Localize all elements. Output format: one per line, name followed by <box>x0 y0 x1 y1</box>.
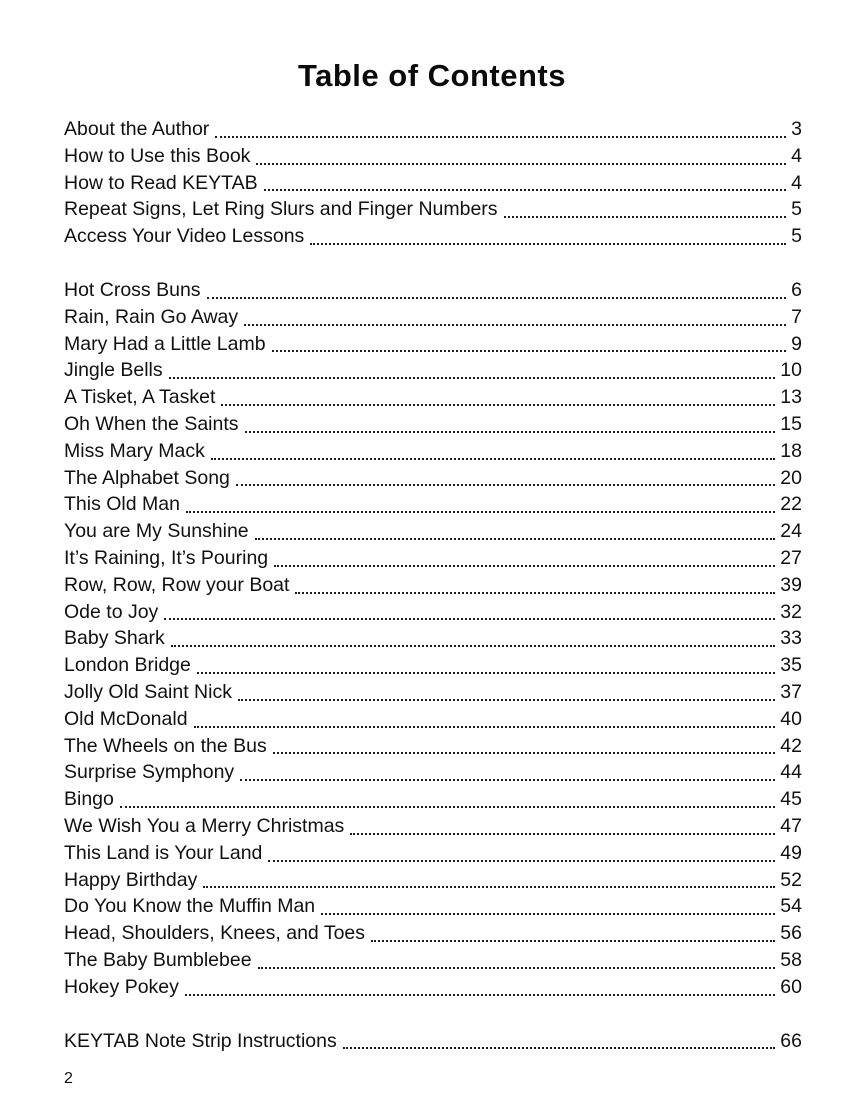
dotted-leader <box>240 779 775 781</box>
toc-entry-page-number: 56 <box>780 922 802 945</box>
toc-entry-page-number: 22 <box>780 493 802 516</box>
toc-entry-label: We Wish You a Merry Christmas <box>64 814 345 837</box>
dotted-leader <box>238 699 775 701</box>
dotted-leader <box>256 163 786 165</box>
toc-entry <box>64 277 802 304</box>
toc-entry-page-number: 15 <box>780 412 802 435</box>
toc-entry-label: Jolly Old Saint Nick <box>64 680 232 703</box>
footer-page-number: 2 <box>64 1070 73 1087</box>
toc-entry <box>64 599 802 626</box>
dotted-leader <box>371 940 775 942</box>
toc-entry-page-number: 6 <box>791 278 802 301</box>
toc-entry-page-number: 5 <box>791 225 802 248</box>
toc-entry <box>64 840 802 867</box>
toc-entry-page-number: 44 <box>780 761 802 784</box>
toc-entry <box>64 196 802 223</box>
toc-entry-label: Head, Shoulders, Knees, and Toes <box>64 922 366 945</box>
toc-entry-label: KEYTAB Note Strip Instructions <box>64 1029 337 1052</box>
toc-entry-label: Baby Shark <box>64 627 165 650</box>
toc-entry <box>64 947 802 974</box>
dotted-leader <box>245 431 776 433</box>
dotted-leader <box>310 243 786 245</box>
toc-entry <box>64 304 802 331</box>
toc-entry-label: Jingle Bells <box>64 359 163 382</box>
toc-entry-label: How to Use this Book <box>64 144 251 167</box>
toc-entry-page-number: 7 <box>791 305 802 328</box>
toc-entry <box>64 545 802 572</box>
dotted-leader <box>258 967 776 969</box>
toc-entry-page-number: 49 <box>780 841 802 864</box>
dotted-leader <box>343 1047 776 1049</box>
dotted-leader <box>221 404 775 406</box>
toc-entry-page-number: 42 <box>780 734 802 757</box>
toc-entry-label: Ode to Joy <box>64 600 159 623</box>
toc-entry <box>64 893 802 920</box>
dotted-leader <box>504 216 787 218</box>
toc-entry-page-number: 9 <box>791 332 802 355</box>
toc-entry <box>64 813 802 840</box>
toc-entry-label: Repeat Signs, Let Ring Slurs and Finger Numbers <box>64 198 498 221</box>
dotted-leader <box>185 994 775 996</box>
toc-entry-label: Surprise Symphony <box>64 761 235 784</box>
toc-entry <box>64 572 802 599</box>
toc-entry <box>64 438 802 465</box>
toc-entry-page-number: 32 <box>780 600 802 623</box>
dotted-leader <box>207 297 787 299</box>
toc-entry-label: Do You Know the Muffin Man <box>64 895 316 918</box>
toc-entry <box>64 679 802 706</box>
toc-entry-page-number: 3 <box>791 118 802 140</box>
toc-entry-page-number: 4 <box>791 171 802 194</box>
toc-entry <box>64 518 802 545</box>
toc-entry-label: This Land is Your Land <box>64 841 263 864</box>
toc-entry <box>64 491 802 518</box>
toc-entry-label: You are My Sunshine <box>64 520 249 543</box>
toc-entry-page-number: 37 <box>780 680 802 703</box>
toc-entry <box>64 223 802 250</box>
toc-entry <box>64 974 802 1001</box>
toc-entry-page-number: 45 <box>780 788 802 811</box>
page-title: Table of Contents <box>298 58 566 93</box>
toc-entry-page-number: 66 <box>780 1029 802 1052</box>
toc-entry-page-number: 35 <box>780 654 802 677</box>
toc-entry <box>64 867 802 894</box>
toc-entry-label: Miss Mary Mack <box>64 439 205 462</box>
toc-entry-label: Mary Had a Little Lamb <box>64 332 266 355</box>
toc-entry-page-number: 58 <box>780 948 802 971</box>
dotted-leader <box>272 350 787 352</box>
toc-entry-page-number: 40 <box>780 707 802 730</box>
toc-entry <box>64 652 802 679</box>
dotted-leader <box>350 833 775 835</box>
toc-entry-label: Hot Cross Buns <box>64 278 201 301</box>
dotted-leader <box>273 752 776 754</box>
dotted-leader <box>295 592 775 594</box>
dotted-leader <box>203 886 775 888</box>
toc-entry <box>64 1028 802 1055</box>
toc-entry <box>64 759 802 786</box>
dotted-leader <box>264 189 787 191</box>
toc-entry-label: Oh When the Saints <box>64 412 239 435</box>
toc-entry-label: Row, Row, Row your Boat <box>64 573 290 596</box>
toc-entry-label: Access Your Video Lessons <box>64 225 305 248</box>
toc-entry-label: Happy Birthday <box>64 868 198 891</box>
dotted-leader <box>186 511 775 513</box>
dotted-leader <box>120 806 775 808</box>
dotted-leader <box>244 324 786 326</box>
toc-entry-page-number: 24 <box>780 520 802 543</box>
toc-entry <box>64 706 802 733</box>
toc-entry-page-number: 10 <box>780 359 802 382</box>
toc-entry <box>64 733 802 760</box>
toc-entry <box>64 465 802 492</box>
toc-entry <box>64 357 802 384</box>
toc-entry <box>64 786 802 813</box>
toc-entry-page-number: 54 <box>780 895 802 918</box>
table-of-contents <box>64 116 802 1054</box>
toc-entry-label: Hokey Pokey <box>64 975 179 998</box>
toc-entry-label: About the Author <box>64 118 210 140</box>
toc-section-songs <box>64 277 802 1001</box>
toc-entry-label: It’s Raining, It’s Pouring <box>64 546 269 569</box>
toc-section-front-matter <box>64 116 802 250</box>
toc-entry-page-number: 52 <box>780 868 802 891</box>
toc-entry-label: The Wheels on the Bus <box>64 734 267 757</box>
dotted-leader <box>236 484 775 486</box>
toc-entry-label: This Old Man <box>64 493 180 516</box>
toc-entry <box>64 143 802 170</box>
toc-entry-label: Old McDonald <box>64 707 188 730</box>
toc-entry <box>64 331 802 358</box>
toc-entry-page-number: 39 <box>780 573 802 596</box>
toc-entry <box>64 920 802 947</box>
dotted-leader <box>194 726 776 728</box>
dotted-leader <box>171 645 775 647</box>
dotted-leader <box>274 565 775 567</box>
toc-entry-label: Bingo <box>64 788 114 811</box>
toc-entry-label: The Alphabet Song <box>64 466 230 489</box>
toc-entry-page-number: 4 <box>791 144 802 167</box>
dotted-leader <box>211 458 775 460</box>
dotted-leader <box>321 913 775 915</box>
toc-entry-page-number: 60 <box>780 975 802 998</box>
toc-entry-page-number: 13 <box>780 386 802 409</box>
dotted-leader <box>197 672 775 674</box>
toc-entry-label: The Baby Bumblebee <box>64 948 252 971</box>
toc-entry-page-number: 18 <box>780 439 802 462</box>
toc-entry-page-number: 33 <box>780 627 802 650</box>
toc-entry-page-number: 20 <box>780 466 802 489</box>
toc-entry-label: Rain, Rain Go Away <box>64 305 239 328</box>
dotted-leader <box>169 377 776 379</box>
toc-entry-page-number: 27 <box>780 546 802 569</box>
toc-section-back-matter <box>64 1028 802 1055</box>
toc-entry-page-number: 47 <box>780 814 802 837</box>
dotted-leader <box>164 618 775 620</box>
dotted-leader <box>255 538 776 540</box>
toc-entry-label: London Bridge <box>64 654 191 677</box>
toc-entry-label: A Tisket, A Tasket <box>64 386 216 409</box>
toc-entry <box>64 384 802 411</box>
toc-entry-page-number: 5 <box>791 198 802 221</box>
toc-entry-label: How to Read KEYTAB <box>64 171 258 194</box>
toc-entry <box>64 411 802 438</box>
toc-entry <box>64 625 802 652</box>
dotted-leader <box>215 136 786 138</box>
toc-entry <box>64 116 802 143</box>
toc-entry <box>64 170 802 197</box>
dotted-leader <box>268 860 775 862</box>
